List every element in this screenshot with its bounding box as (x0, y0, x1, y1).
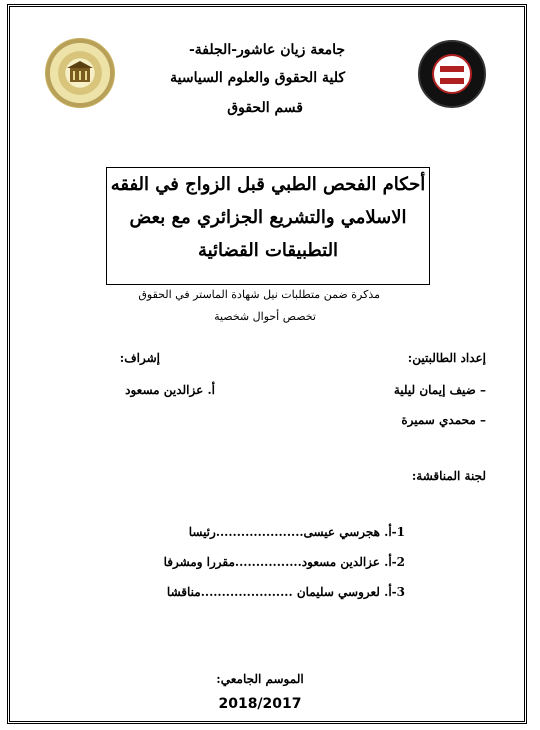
committee-member-3: 3-أ. لعروسي سليمان ......................مناقشا (166, 585, 405, 599)
thesis-purpose: مذكرة ضمن متطلبات نيل شهادة الماستر في الحقوق (138, 288, 380, 301)
committee-label: لجنة المناقشة: (411, 469, 486, 483)
thesis-title-line-1: أحكام الفحص الطبي قبل الزواج في الفقه (110, 174, 426, 195)
thesis-title-line-2: الاسلامي والتشريع الجزائري مع بعض (129, 207, 407, 228)
supervisor-label: إشراف: (119, 351, 160, 365)
specialization: تخصص أحوال شخصية (214, 310, 316, 323)
academic-year: 2018/2017 (218, 696, 302, 712)
university-name: جامعة زيان عاشور-الجلفة- (188, 42, 345, 58)
faculty-name: كلية الحقوق والعلوم السياسية (170, 70, 345, 86)
student-name-2: – محمدي سميرة (401, 413, 486, 427)
committee-member-2: 2-أ. عزالدين مسعود................مقررا ومشرفا (163, 555, 405, 569)
committee-member-1: 1-أ. هجرسي عيسى.....................رئيسا (188, 525, 405, 539)
faculty-logo (45, 38, 115, 108)
department-name: قسم الحقوق (227, 100, 303, 116)
thesis-title-box (106, 167, 430, 285)
season-label: الموسم الجامعي: (216, 672, 304, 686)
students-label: إعداد الطالبتين: (407, 351, 486, 365)
supervisor-name: أ. عزالدين مسعود (125, 383, 215, 397)
thesis-title-line-3: التطبيقات القضائية (197, 240, 339, 261)
student-name-1: – ضيف إيمان ليلية (393, 383, 486, 397)
university-logo (418, 40, 486, 108)
